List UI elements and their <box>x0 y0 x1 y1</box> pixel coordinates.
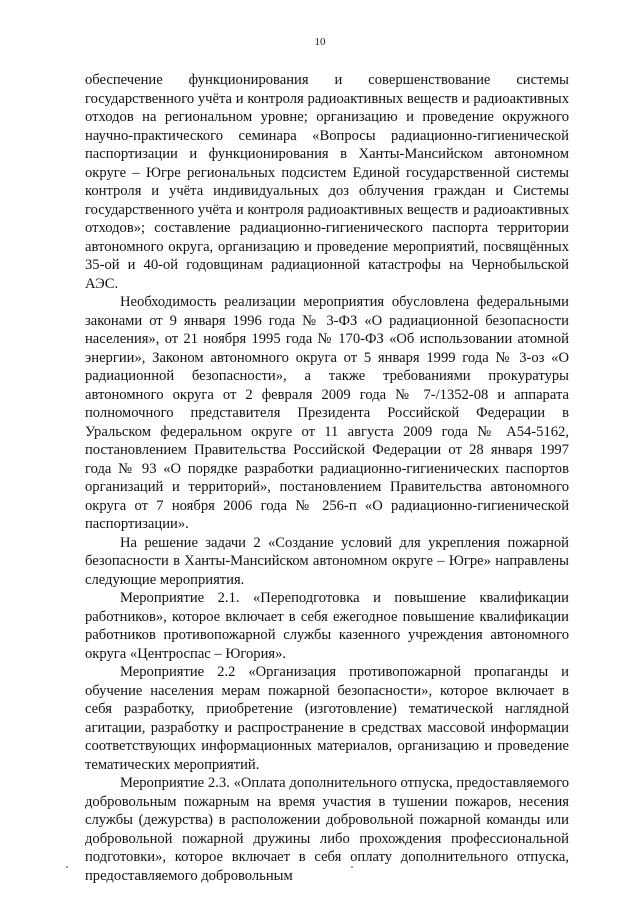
paragraph-measure-2-1: Мероприятие 2.1. «Переподготовка и повышение квалификации работников», которое включает в себя ежегодное повышение квалификации работников противопожарной службы казенного учреждения автономного округа «Центроспас – Югория». <box>85 590 569 662</box>
page-number: 10 <box>314 36 326 48</box>
paragraph-measure-2-3: Мероприятие 2.3. «Оплата дополнительного отпуска, предоставляемого добровольным пожарным на время участия в тушении пожаров, несения службы (дежурства) в расположении добровольной пожарной команды или добровольной пожарной дружины либо прохождения профессиональной подготовки», которое включает в себя оплату дополнительного отпуска, предоставляемого добровольным <box>85 775 569 884</box>
document-body <box>85 71 569 885</box>
paragraph-task-2: На решение задачи 2 «Создание условий для укрепления пожарной безопасности в Ханты-Мансийском автономном округе – Югре» направлены следующие мероприятия. <box>85 534 569 588</box>
paragraph-radiation-system: обеспечение функционирования и совершенствование системы государственного учёта и контроля радиоактивных веществ и радиоактивных отходов на региональном уровне; организацию и проведение окружного научно-практического семинара «Вопросы радиационно-гигиенической паспортизации и функционирования в Ханты-Мансийском автономном округе – Югре региональных подсистем Единой государственной системы контроля и учёта индивидуальных доз облучения граждан и Системы государственного учёта и контроля радиоактивных веществ и радиоактивных отходов»; составление радиационно-гигиенического паспорта территории автономного округа, организацию и проведение мероприятий, посвящённых 35-ой и 40-ой годовщинам радиационной катастрофы на Чернобыльской АЭС. <box>85 72 569 292</box>
scan-speck <box>66 866 68 868</box>
scan-speck <box>351 866 353 868</box>
paragraph-legal-basis: Необходимость реализации мероприятия обусловлена федеральными законами от 9 января 1996 года № 3-ФЗ «О радиационной безопасности населения», от 21 ноября 1995 года № 170-ФЗ «Об использовании атомной энергии», Законом автономного округа от 5 января 1999 года № 3-оз «О радиационной безопасности», а также требованиями прокуратуры автономного округа от 2 февраля 2009 года № 7-/1352-08 и аппарата полномочного представителя Президента Российской Федерации в Уральском федеральном округе от 11 августа 2009 года № А54-5162, постановлением Правительства Российской Федерации от 28 января 1997 года № 93 «О порядке разработки радиационно-гигиенических паспортов организаций и территорий», постановлением Правительства автономного округа от 7 ноября 2006 года № 256-п «О радиационно-гигиенической паспортизации». <box>85 294 569 532</box>
paragraph-measure-2-2: Мероприятие 2.2 «Организация противопожарной пропаганды и обучение населения мерам пожарной безопасности», которое включает в себя разработку, приобретение (изготовление) тематической наглядной агитации, разработку и распространение в средствах массовой информации соответствующих информационных материалов, организацию и проведение тематических мероприятий. <box>85 664 569 773</box>
